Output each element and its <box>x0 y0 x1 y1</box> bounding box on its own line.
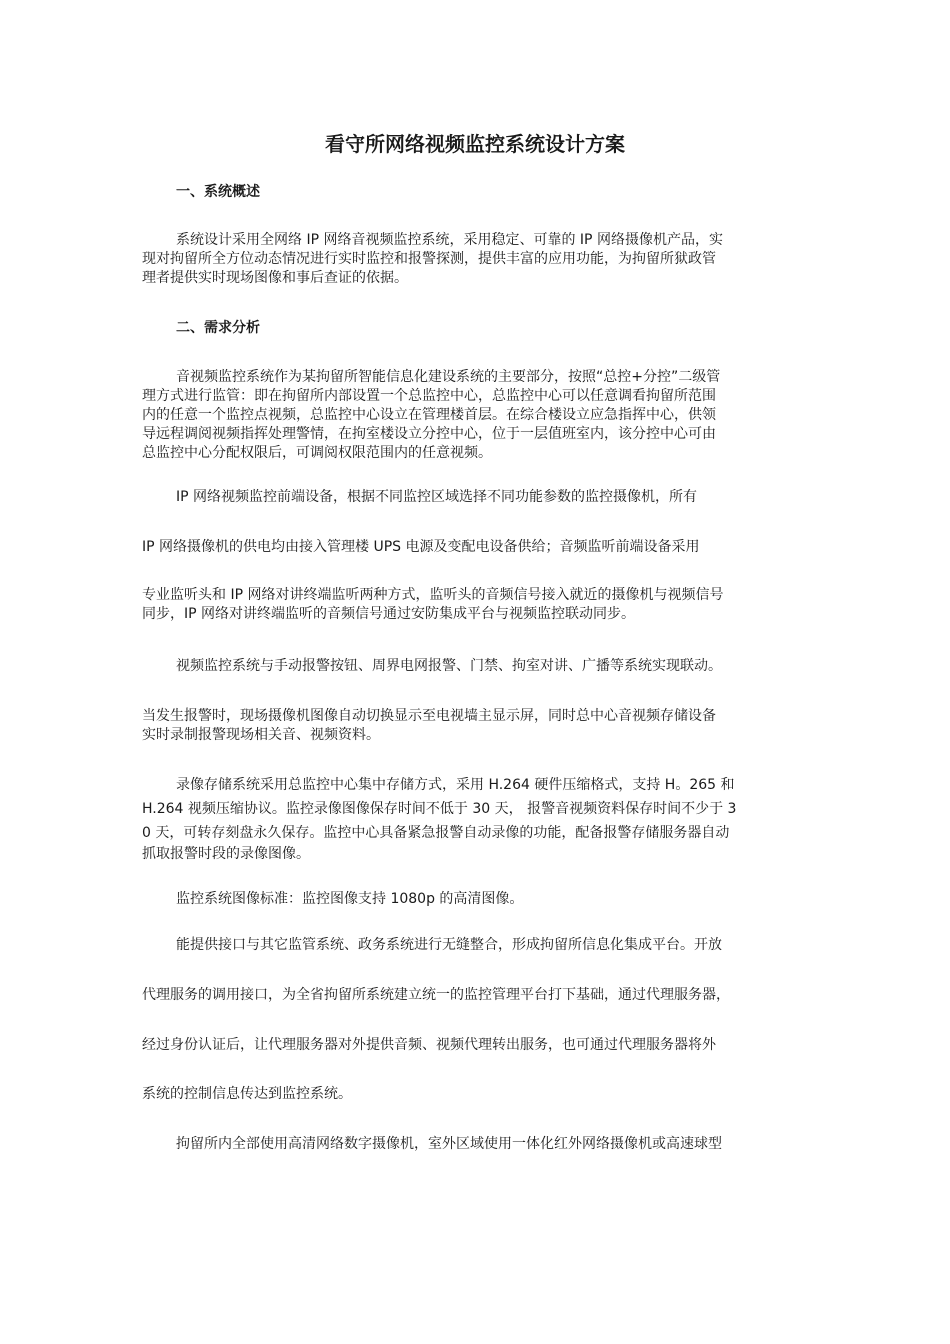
paragraph-line: 同步，IP 网络对讲终端监听的音频信号通过安防集成平台与视频监控联动同步。 <box>142 606 636 622</box>
paragraph-line: 代理服务的调用接口，为全省拘留所系统建立统一的监控管理平台打下基础，通过代理服务器， <box>142 987 730 1003</box>
paragraph-requirements-9 <box>142 936 812 955</box>
paragraph-line: 音视频监控系统作为某拘留所智能信息化建设系统的主要部分，按照“总控+分控”二级管 <box>176 369 721 385</box>
paragraph-requirements-10 <box>142 986 812 1005</box>
paragraph-overview <box>142 231 812 288</box>
paragraph-line: 视频监控系统与手动报警按钮、周界电网报警、门禁、拘室对讲、广播等系统实现联动。 <box>176 658 722 674</box>
paragraph-line: 导远程调阅视频指挥处理警情，在拘室楼设立分控中心，位于一层值班室内，该分控中心可由 <box>142 426 716 442</box>
paragraph-requirements-1 <box>142 368 812 463</box>
paragraph-requirements-3 <box>142 538 812 557</box>
paragraph-line: 系统设计采用全网络 IP 网络音视频监控系统，采用稳定、可靠的 IP 网络摄像机产品，实 <box>176 232 723 248</box>
paragraph-line: 内的任意一个监控点视频，总监控中心设立在管理楼首层。在综合楼设立应急指挥中心，供领 <box>142 407 716 423</box>
paragraph-line: 专业监听头和 IP 网络对讲终端监听两种方式，监听头的音频信号接入就近的摄像机与视频信号 <box>142 587 724 603</box>
paragraph-requirements-11 <box>142 1036 812 1055</box>
paragraph-requirements-12 <box>142 1085 812 1104</box>
paragraph-line: 理者提供实时现场图像和事后查证的依据。 <box>142 270 408 286</box>
paragraph-requirements-4 <box>142 586 812 624</box>
paragraph-requirements-13 <box>142 1135 812 1154</box>
paragraph-line: 理方式进行监管：即在拘留所内部设置一个总监控中心，总监控中心可以任意调看拘留所范围 <box>142 388 716 404</box>
paragraph-line: 当发生报警时，现场摄像机图像自动切换显示至电视墙主显示屏，同时总中心音视频存储设备 <box>142 708 716 724</box>
paragraph-line: 录像存储系统采用总监控中心集中存储方式，采用 H.264 硬件压缩格式，支持 H。265 和 <box>176 777 735 793</box>
paragraph-line: 系统的控制信息传达到监控系统。 <box>142 1086 352 1102</box>
paragraph-line: 0 天，可转存刻盘永久保存。监控中心具备紧急报警自动录像的功能，配备报警存储服务器自动 <box>142 825 730 841</box>
paragraph-requirements-6 <box>142 707 812 745</box>
paragraph-line: 总监控中心分配权限后，可调阅权限范围内的任意视频。 <box>142 445 492 461</box>
paragraph-line: IP 网络视频监控前端设备，根据不同监控区域选择不同功能参数的监控摄像机，所有 <box>176 489 698 505</box>
paragraph-requirements-5 <box>142 657 812 676</box>
paragraph-requirements-8 <box>142 890 812 909</box>
document-title: 看守所网络视频监控系统设计方案 <box>325 132 625 156</box>
paragraph-requirements-7 <box>142 773 812 864</box>
paragraph-line: 经过身份认证后，让代理服务器对外提供音频、视频代理转出服务，也可通过代理服务器将外 <box>142 1037 716 1053</box>
paragraph-line: H.264 视频压缩协议。监控录像图像保存时间不低于 30 天， 报警音视频资料保存时间不少于 3 <box>142 801 737 817</box>
paragraph-line: 现对拘留所全方位动态情况进行实时监控和报警探测，提供丰富的应用功能，为拘留所狱政管 <box>142 251 716 267</box>
section-heading-requirements: 二、需求分析 <box>176 320 260 336</box>
paragraph-line: 监控系统图像标准：监控图像支持 1080p 的高清图像。 <box>176 891 524 907</box>
paragraph-line: 抓取报警时段的录像图像。 <box>142 846 310 862</box>
paragraph-line: 拘留所内全部使用高清网络数字摄像机，室外区域使用一体化红外网络摄像机或高速球型 <box>176 1136 722 1152</box>
paragraph-line: 实时录制报警现场相关音、视频资料。 <box>142 727 380 743</box>
paragraph-line: 能提供接口与其它监管系统、政务系统进行无缝整合，形成拘留所信息化集成平台。开放 <box>176 937 722 953</box>
paragraph-line: IP 网络摄像机的供电均由接入管理楼 UPS 电源及变配电设备供给；音频监听前端设备采用 <box>142 539 700 555</box>
section-heading-overview: 一、系统概述 <box>176 184 260 200</box>
paragraph-requirements-2 <box>142 488 812 507</box>
